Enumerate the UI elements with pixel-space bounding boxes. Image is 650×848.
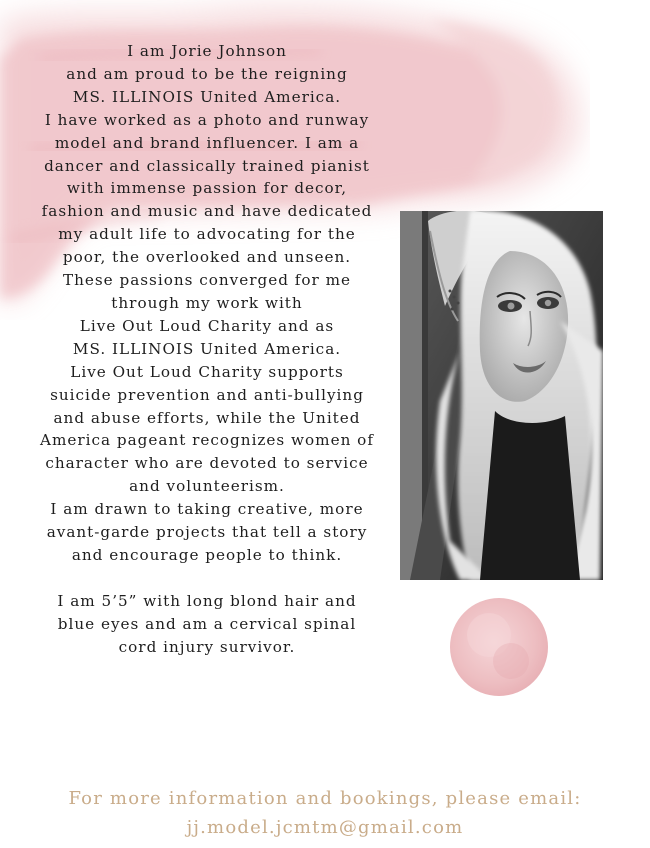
bio-line: Live Out Loud Charity supports xyxy=(70,362,344,381)
portrait-illustration xyxy=(400,211,603,580)
bio-line: my adult life to advocating for the xyxy=(58,225,356,244)
bio-line: and am proud to be the reigning xyxy=(66,64,348,83)
bio-line: poor, the overlooked and unseen. xyxy=(62,248,352,267)
bio-line: I am drawn to taking creative, more xyxy=(50,500,364,519)
bio-line: America pageant recognizes women of xyxy=(40,431,374,450)
bio-line: blue eyes and am a cervical spinal xyxy=(57,614,357,633)
bio-line: through my work with xyxy=(111,293,303,312)
bio-line: I am 5’5” with long blond hair and xyxy=(57,591,357,610)
portrait-photo xyxy=(400,211,603,580)
bio-line: MS. ILLINOIS United America. xyxy=(72,339,342,358)
footer-info-text: For more information and bookings, please email: xyxy=(68,788,582,809)
bio-line: MS. ILLINOIS United America. xyxy=(72,87,342,106)
bio-line: Live Out Loud Charity and as xyxy=(79,316,335,335)
bio-line: avant-garde projects that tell a story xyxy=(46,523,368,542)
bio-line: I am Jorie Johnson xyxy=(127,42,287,60)
pink-watercolor-circle xyxy=(449,597,549,697)
bio-line: character who are devoted to service xyxy=(45,454,369,473)
bio-line: These passions converged for me xyxy=(62,271,352,290)
bio-line: dancer and classically trained pianist xyxy=(44,156,370,175)
bio-text xyxy=(0,40,414,658)
bio-line: fashion and music and have dedicated xyxy=(41,202,373,221)
footer-email[interactable]: jj.model.jcmtm@gmail.com xyxy=(186,817,464,838)
bio-line: with immense passion for decor, xyxy=(66,179,348,198)
bio-line: and encourage people to think. xyxy=(71,545,343,564)
bio-line: I have worked as a photo and runway xyxy=(44,110,370,129)
bio-line: model and brand influencer. I am a xyxy=(54,133,360,152)
bio-line: cord injury survivor. xyxy=(118,637,296,656)
bio-line: and abuse efforts, while the United xyxy=(53,408,361,427)
bio-line: and volunteerism. xyxy=(129,477,285,496)
paragraph-gap xyxy=(0,567,414,590)
bio-line: suicide prevention and anti-bullying xyxy=(50,385,364,404)
